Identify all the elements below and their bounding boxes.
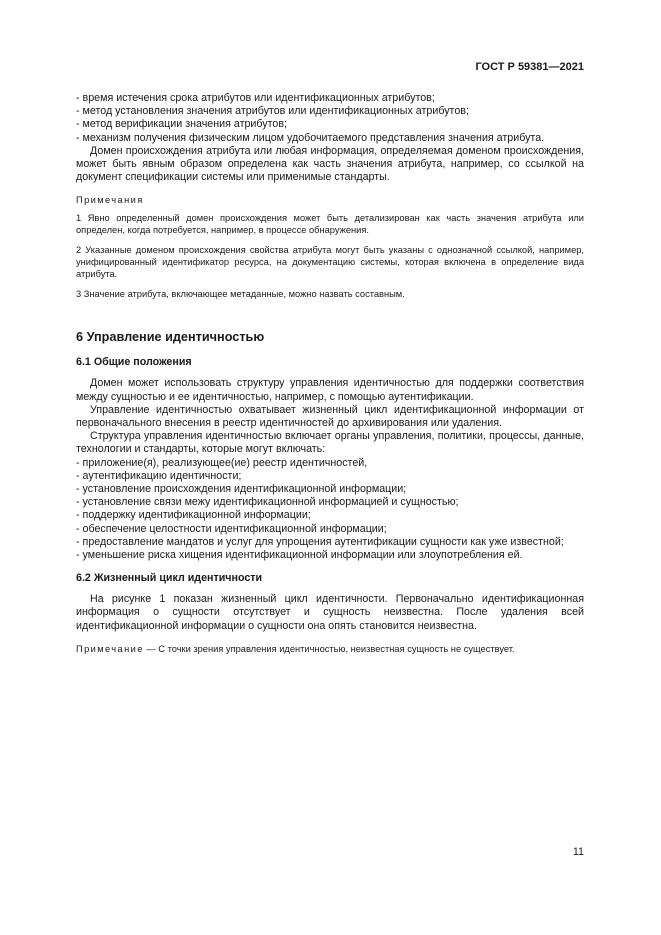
paragraph-6-1-c: Структура управления идентичностью включает органы управления, политики, процессы, данные, технологии и стандарты, которые могут включать:: [76, 430, 584, 456]
note-text: — С точки зрения управления идентичностью, неизвестная сущность не существует.: [143, 643, 515, 654]
note-label: Примечание: [76, 643, 144, 654]
paragraph-6-1-a: Домен может использовать структуру управления идентичностью для поддержки соответствия между сущностью и ее идентичностью, например, с помощью аутентификации.: [76, 377, 584, 403]
note-2: 2 Указанные доменом происхождения свойства атрибута могут быть указаны с однозначной ссылкой, например, унифицированный идентификатор ресурса, на документацию системы, которая включена в определение вида атрибута.: [76, 245, 584, 280]
list-item: - приложение(я), реализующее(ие) реестр идентичностей,: [76, 456, 368, 469]
list-item: - установление происхождения идентификационной информации;: [76, 483, 407, 496]
section-6-1-title: 6.1 Общие положения: [76, 356, 192, 369]
list-item: - метод верификации значения атрибутов;: [76, 118, 287, 131]
list-item: - предоставление мандатов и услуг для упрощения аутентификации сущности как уже известной;: [76, 535, 564, 548]
list-item: - механизм получения физическим лицом удобочитаемого представления значения атрибута.: [76, 131, 545, 144]
section-6-title: 6 Управление идентичностью: [76, 330, 265, 345]
list-item: - обеспечение целостности идентификационной информации;: [76, 522, 387, 535]
list-item: - поддержку идентификационной информации;: [76, 509, 311, 522]
page-number: 11: [572, 846, 584, 858]
notes-label: Примечания: [76, 195, 144, 206]
section-6-2-title: 6.2 Жизненный цикл идентичности: [76, 572, 263, 585]
paragraph-6-2: На рисунке 1 показан жизненный цикл идентичности. Первоначально идентификационная информация о сущности отсутствует и сущность неизвестна. После удаления всей идентификационной информации о сущности она опять становится неизвестна.: [76, 593, 584, 632]
paragraph-6-1-b: Управление идентичностью охватывает жизненный цикл идентификационной информации от первоначального внесения в реестр идентичностей до архивирования или удаления.: [76, 403, 584, 430]
list-item: - аутентификацию идентичности;: [76, 469, 242, 482]
domain-paragraph: Домен происхождения атрибута или любая информация, определяемая доменом происхождения, может быть явным образом определена как часть значения атрибута, например, со ссылкой на документ спецификации системы или применимые стандарты.: [76, 144, 584, 184]
list-item: - метод установления значения атрибутов или идентификационных атрибутов;: [76, 105, 469, 118]
note-3: 3 Значение атрибута, включающее метаданные, можно назвать составным.: [76, 289, 405, 300]
list-item: - установление связи межу идентификационной информацией и сущностью;: [76, 496, 459, 509]
page-content: [76, 92, 584, 655]
attribute-list: [76, 92, 584, 145]
section-6-2-note: [76, 643, 584, 655]
note-1: 1 Явно определенный домен происхождения может быть детализирован как часть значения атрибута или определен, когда потребуется, например, в процессе обнаружения.: [76, 213, 584, 236]
identity-structure-list: [76, 457, 584, 563]
document-code: ГОСТ Р 59381—2021: [475, 61, 584, 73]
list-item: - уменьшение риска хищения идентификационной информации или злоупотребления ей.: [76, 549, 523, 562]
list-item: - время истечения срока атрибутов или идентификационных атрибутов;: [76, 92, 435, 104]
